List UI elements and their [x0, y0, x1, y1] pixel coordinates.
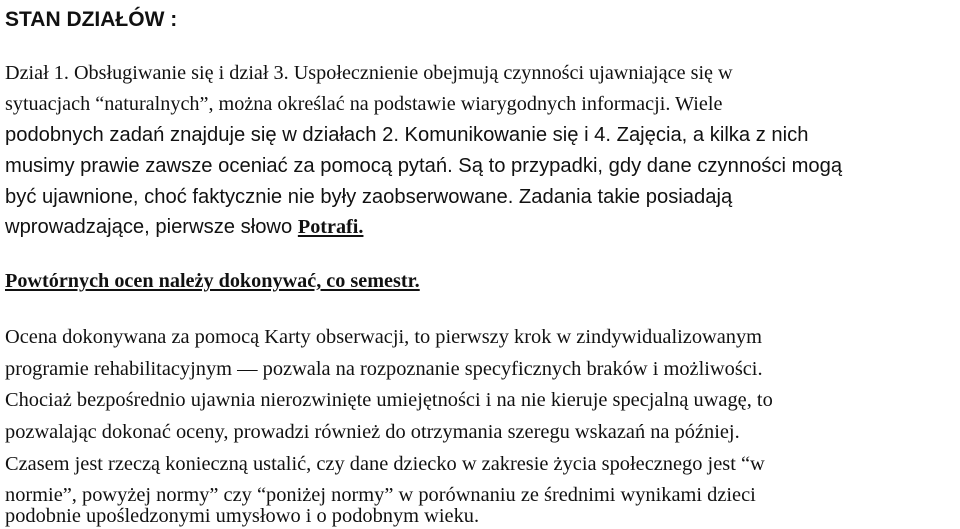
paragraph-line: Dział 1. Obsługiwanie się i dział 3. Uspołecznienie obejmują czynności ujawniające się w: [5, 62, 733, 84]
paragraph-line: podobnych zadań znajduje się w działach 2. Komunikowanie się i 4. Zajęcia, a kilka z nich: [5, 124, 809, 146]
paragraph-line: Ocena dokonywana za pomocą Karty obserwacji, to pierwszy krok w zindywidualizowanym: [5, 326, 763, 348]
paragraph-line: Chociaż bezpośrednio ujawnia nierozwinięte umiejętności i na nie kieruje specjalną uwagę, to: [5, 389, 773, 411]
paragraph-line: programie rehabilitacyjnym — pozwala na rozpoznanie specyficznych braków i możliwości.: [5, 358, 763, 380]
keyword-potrafi: Potrafi.: [297, 216, 364, 238]
paragraph-line: być ujawnione, choć faktycznie nie były zaobserwowane. Zadania takie posiadają: [5, 186, 733, 208]
paragraph-line: pozwalając dokonać oceny, prowadzi również do otrzymania szeregu wskazań na później.: [5, 421, 740, 443]
line-text: wprowadzające, pierwsze słowo: [5, 216, 298, 238]
paragraph-line: musimy prawie zawsze oceniać za pomocą pytań. Są to przypadki, gdy dane czynności mogą: [5, 155, 843, 177]
paragraph-line: sytuacjach “naturalnych”, można określać na podstawie wiarygodnych informacji. Wiele: [5, 93, 723, 115]
paragraph-line: Czasem jest rzeczą konieczną ustalić, czy dane dziecko w zakresie życia społecznego jest “w: [5, 453, 765, 475]
paragraph-line: [5, 216, 363, 239]
highlight-statement: Powtórnych ocen należy dokonywać, co semestr.: [5, 270, 420, 292]
paragraph-line: normie”, powyżej normy” czy “poniżej normy” w porównaniu ze średnimi wynikami dzieci: [5, 484, 756, 506]
paragraph-line: podobnie upośledzonymi umysłowo i o podobnym wieku.: [5, 505, 480, 527]
section-heading: STAN DZIAŁÓW :: [5, 8, 178, 31]
